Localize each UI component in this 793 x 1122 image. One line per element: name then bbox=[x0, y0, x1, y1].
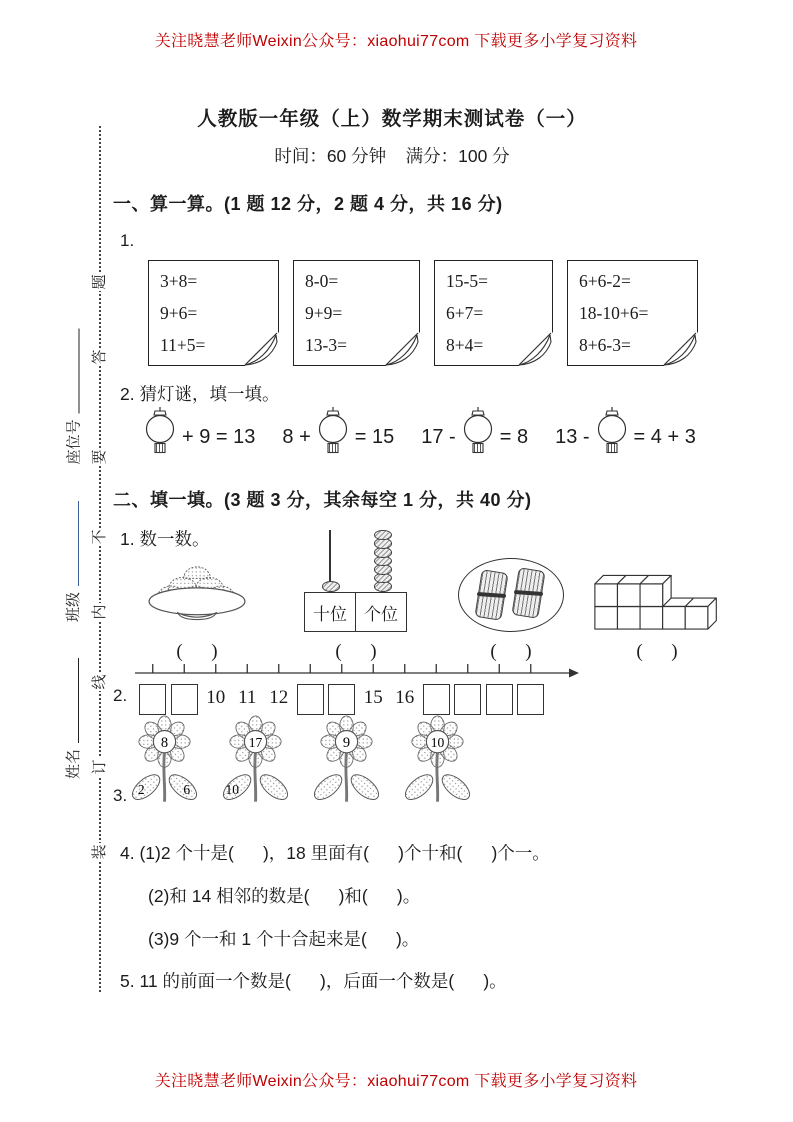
binding-char: 装 bbox=[91, 844, 108, 860]
tens-place-label: 十位 bbox=[305, 593, 356, 631]
abacus-bead bbox=[322, 581, 340, 592]
section1-heading: 一、算一算。(1 题 12 分，2 题 4 分，共 16 分) bbox=[113, 194, 503, 214]
class-label: 班级 bbox=[62, 494, 82, 622]
binding-char: 答 bbox=[91, 349, 108, 365]
number-line-blank-box bbox=[423, 684, 450, 715]
number-line-slots bbox=[137, 681, 547, 715]
lantern-equations-row bbox=[138, 406, 696, 456]
number-line-blank-box bbox=[486, 684, 513, 715]
page-curl-icon bbox=[518, 331, 554, 367]
stick-bundles-icon bbox=[458, 558, 564, 632]
binding-char: 订 bbox=[91, 759, 108, 775]
question2-number: 2. bbox=[113, 686, 128, 705]
flower-icon bbox=[119, 712, 210, 810]
answer-blank: ( ) bbox=[636, 641, 678, 662]
lantern-equation: 17 - = 8 bbox=[421, 406, 528, 456]
binding-char: 题 bbox=[91, 274, 108, 290]
flower-center-number: 10 bbox=[430, 734, 445, 750]
name-line bbox=[65, 658, 79, 743]
number-line-label: 15 bbox=[363, 687, 383, 708]
number-line-label: 16 bbox=[395, 687, 415, 708]
count-item-stick-bundles bbox=[455, 548, 567, 663]
flowers-row bbox=[119, 712, 483, 810]
calc-box: 15-5= 6+7= 8+4= bbox=[434, 260, 553, 366]
footer-note: 关注晓慧老师Weixin公众号：xiaohui77com 下载更多小学复习资料 bbox=[154, 1073, 638, 1090]
flower-right-leaf-number: 6 bbox=[183, 781, 191, 797]
number-line-blank-box bbox=[328, 684, 355, 715]
number-line-blank-box bbox=[171, 684, 198, 715]
question1-number: 1. bbox=[120, 231, 135, 250]
ones-place-label: 个位 bbox=[364, 604, 398, 624]
question1-prompt: 1. 数一数。 bbox=[120, 529, 210, 549]
flower-left-leaf-number: 2 bbox=[137, 781, 145, 797]
place-value-box bbox=[304, 592, 407, 632]
question5-line: 5. 11 的前面一个数是( )，后面一个数是( )。 bbox=[120, 971, 507, 991]
lantern-icon bbox=[461, 406, 495, 456]
calc-box: 3+8= 9+6= 11+5= bbox=[148, 260, 279, 366]
lantern-icon bbox=[143, 406, 177, 456]
number-line-blank-box bbox=[139, 684, 166, 715]
lantern-equation: 13 - = 4 + 3 bbox=[555, 406, 696, 456]
question4-line1: 4. (1)2 个十是( )，18 里面有( )个十和( )个一。 bbox=[120, 843, 550, 863]
question4-line2: (2)和 14 相邻的数是( )和( )。 bbox=[148, 886, 421, 906]
lantern-icon bbox=[316, 406, 350, 456]
dumplings-plate-icon bbox=[137, 540, 257, 632]
calc-box: 8-0= 9+9= 13-3= bbox=[293, 260, 420, 366]
page-curl-icon bbox=[385, 331, 421, 367]
calc-boxes-row bbox=[148, 260, 698, 366]
name-label: 姓名 bbox=[62, 651, 82, 779]
count-item-cubes bbox=[591, 548, 723, 663]
flower-center-number: 17 bbox=[248, 734, 263, 750]
header-note: 关注晓慧老师Weixin公众号：xiaohui77com 下载更多小学复习资料 bbox=[154, 33, 638, 50]
seat-number-label: 座位号 bbox=[63, 320, 83, 465]
flower-center-number: 8 bbox=[160, 734, 169, 751]
stick-bundle bbox=[474, 569, 508, 621]
answer-blank: ( ) bbox=[335, 641, 377, 662]
class-line bbox=[65, 501, 79, 586]
number-line bbox=[123, 660, 585, 680]
flower-icon bbox=[301, 712, 392, 810]
flower-left-leaf-number: 10 bbox=[225, 781, 240, 797]
number-line-label: 11 bbox=[238, 687, 257, 708]
lantern-icon bbox=[595, 406, 629, 456]
stick-bundle bbox=[511, 567, 545, 619]
page-curl-icon bbox=[663, 331, 699, 367]
page-title: 人教版一年级（上）数学期末测试卷（一） bbox=[197, 108, 587, 130]
binding-char: 要 bbox=[91, 449, 108, 465]
number-line-label: 10 bbox=[206, 687, 226, 708]
count-item-abacus bbox=[296, 548, 416, 663]
number-line-blank-box bbox=[297, 684, 324, 715]
number-line-label: 12 bbox=[269, 687, 289, 708]
binding-char: 线 bbox=[91, 674, 108, 690]
number-line-blank-box bbox=[517, 684, 544, 715]
abacus-icon bbox=[304, 528, 408, 632]
flower-icon bbox=[210, 712, 301, 810]
lantern-equation: 8 + = 15 bbox=[282, 406, 394, 456]
seat-number-line bbox=[66, 328, 80, 413]
flower-center-number: 9 bbox=[342, 734, 351, 751]
lantern-equation: + 9 = 13 bbox=[138, 406, 255, 456]
cubes-icon bbox=[593, 565, 721, 632]
section2-heading: 二、填一填。(3 题 3 分，其余每空 1 分，共 40 分) bbox=[113, 490, 532, 510]
page-subtitle: 时间：60 分钟 满分：100 分 bbox=[274, 146, 510, 166]
calc-box: 6+6-2= 18-10+6= 8+6-3= bbox=[567, 260, 698, 366]
flower-icon bbox=[392, 712, 483, 810]
count-item-dumplings bbox=[135, 548, 259, 663]
page-curl-icon bbox=[244, 331, 280, 367]
question4-line3: (3)9 个一和 1 个十合起来是( )。 bbox=[148, 929, 420, 949]
question2-prompt: 2. 猜灯谜，填一填。 bbox=[120, 384, 280, 404]
binding-char: 不 bbox=[91, 529, 108, 545]
binding-char: 内 bbox=[91, 604, 108, 620]
question3-number: 3. bbox=[113, 786, 128, 805]
binding-dotted-line bbox=[99, 126, 101, 992]
answer-blank: ( ) bbox=[176, 641, 218, 662]
number-line-blank-box bbox=[454, 684, 481, 715]
answer-blank: ( ) bbox=[490, 641, 532, 662]
